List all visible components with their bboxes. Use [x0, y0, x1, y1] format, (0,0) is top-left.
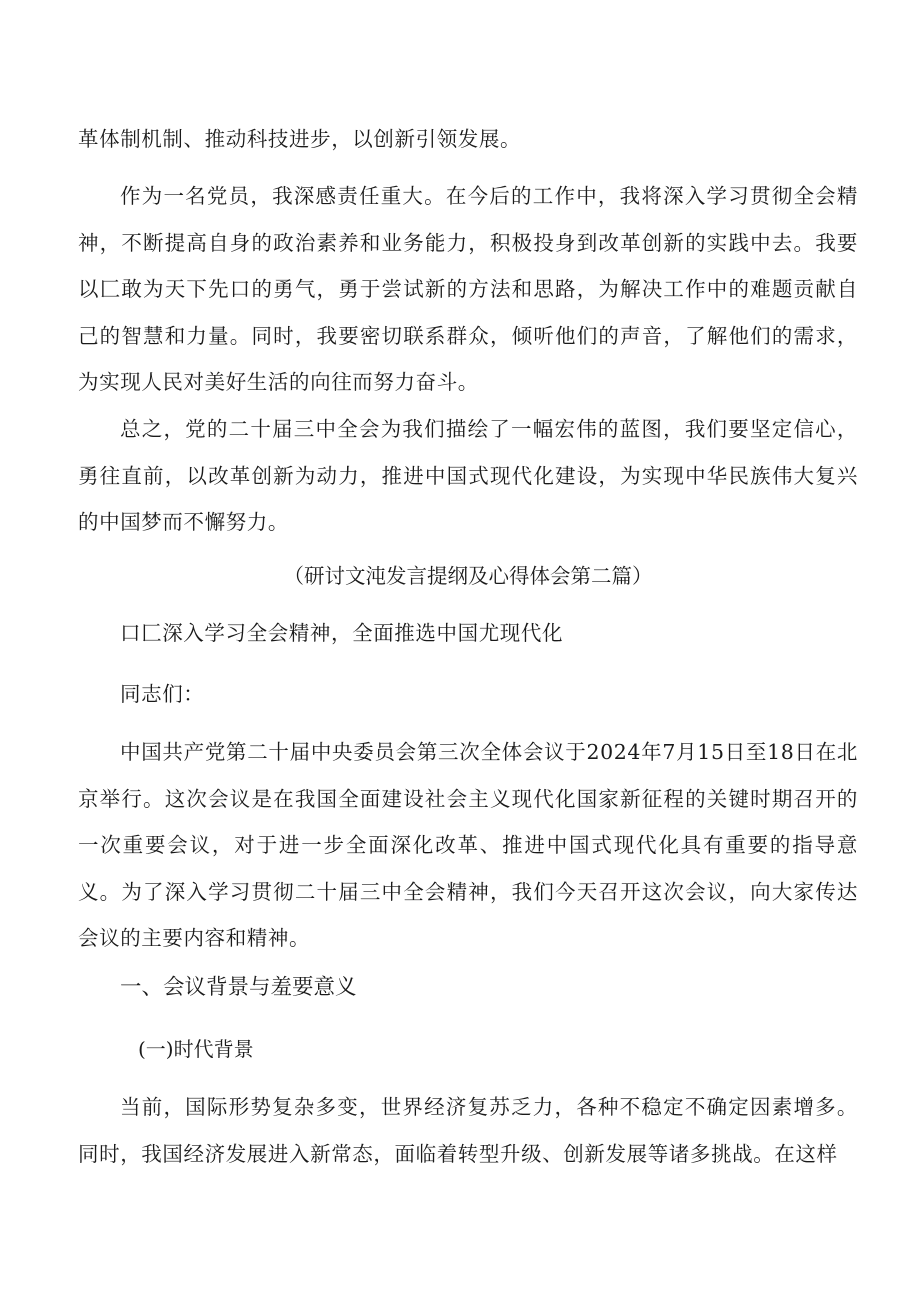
paragraph-3: 总之，党的二十届三中全会为我们描绘了一幅宏伟的蓝图，我们要坚定信心，勇往直前，以改革创新为动力，推进中国式现代化建设，为实现中华民族伟大复兴的中国梦而不懈努力。	[78, 417, 858, 534]
paragraph-6: 中国共产党第二十届中央委员会第三次全体会议于2024年7月15日至18日在北京举行。这次会议是在我国全面建设社会主义现代化国家新征程的关键时期召开的一次重要会议，对于进一步全面深化改革、推进中国式现代化具有重要的指导意义。为了深入学习贯彻二十届三中全会精神，我们今天召开这次会议，向大家传达会议的主要内容和精神。	[78, 740, 858, 950]
paragraph-2: 作为一名党员，我深感责任重大。在今后的工作中，我将深入学习贯彻全会精神，不断提高自身的政治素养和业务能力，积极投身到改革创新的实践中去。我要以匚敢为天下先口的勇气，勇于尝试新的方法和思路，为解决工作中的难题贡献自己的智慧和力量。同时，我要密切联系群众，倾听他们的声音，了解他们的需求，为实现人民对美好生活的向往而努力奋斗。	[78, 184, 858, 394]
paragraph-7: 当前，国际形势复杂多变，世界经济复苏乏力，各种不稳定不确定因素增多。同时，我国经济发展进入新常态，面临着转型升级、创新发展等诸多挑战。在这样	[78, 1095, 858, 1166]
paragraph-4: 口匚深入学习全会精神，全面推选中国尤现代化	[120, 621, 564, 645]
paragraph-1: 革体制机制、推动科技进步，以创新引领发展。	[78, 127, 522, 151]
subheading-1: (一)时代背景	[138, 1037, 254, 1061]
paragraph-5: 同志们：	[120, 682, 205, 706]
heading-1: 一、会议背景与羞要意义	[120, 975, 357, 1000]
section-title: （研讨文沌发言提纲及心得体会第二篇）	[283, 564, 653, 588]
